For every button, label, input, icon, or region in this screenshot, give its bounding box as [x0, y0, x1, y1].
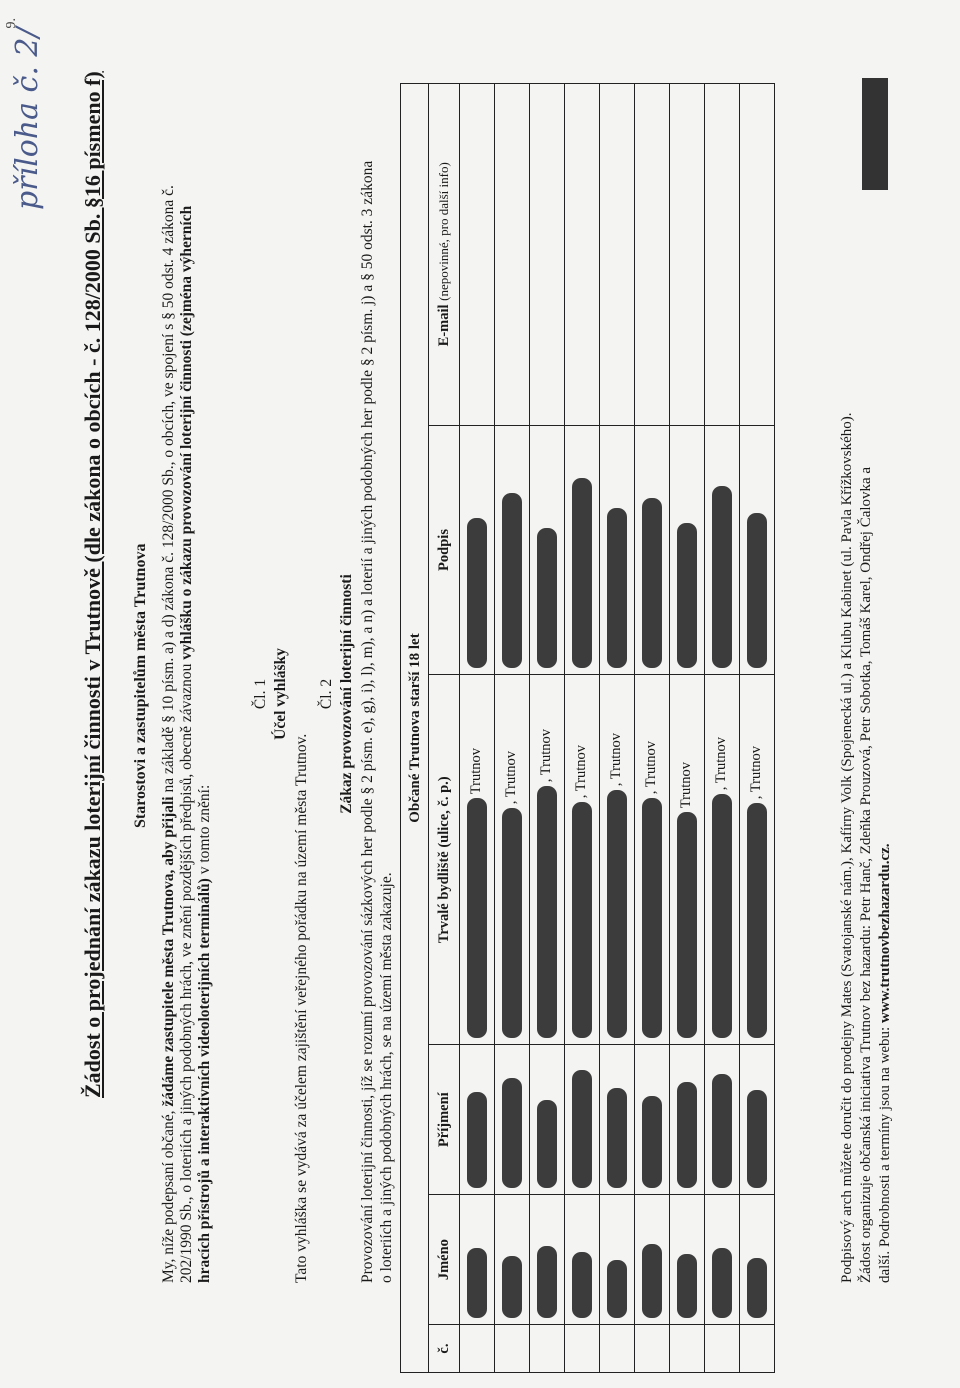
address-cell — [635, 675, 670, 1045]
redacted-first-name — [467, 1248, 487, 1318]
redacted-address — [747, 803, 767, 1038]
row-number-cell — [460, 1325, 495, 1373]
redacted-first-name — [502, 1256, 522, 1318]
signature-cell — [460, 425, 495, 675]
last-name-cell — [670, 1045, 705, 1195]
redacted-address — [467, 798, 487, 1038]
last-name-cell — [460, 1045, 495, 1195]
article-1-number: Čl. 1 — [252, 678, 269, 710]
email-cell — [460, 84, 495, 426]
signature-cell — [600, 425, 635, 675]
redacted-last-name — [467, 1092, 487, 1188]
last-name-cell — [740, 1045, 775, 1195]
first-name-cell — [635, 1195, 670, 1325]
first-name-cell — [670, 1195, 705, 1325]
address-city: , Trutnov — [643, 741, 660, 795]
redacted-signature — [537, 528, 557, 668]
address-city: , Trutnov — [538, 729, 555, 783]
header-email-note: (nepovinné, pro další info) — [435, 162, 451, 301]
first-name-cell — [705, 1195, 740, 1325]
redacted-signature — [747, 513, 767, 668]
footer-line-1: Podpisový arch můžete doručit do prodejny Mates (Svatojanské nám.), Kafírny Volk (Spojenecká ul.) a Klubu Kabinet (ul. Pavla Křížkovského). — [839, 412, 855, 1283]
address-cell — [495, 675, 530, 1045]
table-row — [460, 84, 495, 1373]
header-last-name: Příjmení — [429, 1045, 460, 1195]
address-cell — [740, 675, 775, 1045]
last-name-cell — [495, 1045, 530, 1195]
table-row — [530, 84, 565, 1373]
email-cell — [495, 84, 530, 426]
address-cell — [530, 675, 565, 1045]
table-row — [670, 84, 705, 1373]
address-city: , Trutnov — [573, 745, 590, 799]
table-row — [635, 84, 670, 1373]
address-city: , Trutnov — [713, 737, 730, 791]
email-cell — [705, 84, 740, 426]
footer-line-3 — [876, 73, 895, 1283]
row-number-cell — [495, 1325, 530, 1373]
address-cell — [600, 675, 635, 1045]
website-link: www.trutnovbezhazardu.cz. — [877, 843, 893, 1024]
last-name-cell — [705, 1045, 740, 1195]
row-number-cell — [635, 1325, 670, 1373]
address-city: Trutnov — [468, 747, 485, 795]
document-title: Žádost o projednání zákazu loterijní činnosti v Trutnově (dle zákona o obcích - č. 128/2000 Sb. §16 písmeno f) — [80, 71, 105, 1098]
intro-bold-2: vyhlášku o zákazu provozování loterijní činnosti (zejména výherních hracích přístrojů a interaktivních videoloterijních terminálů) — [178, 205, 213, 1283]
signature-table — [428, 83, 775, 1373]
table-caption: Občané Trutnova starší 18 let — [400, 83, 428, 1373]
row-number-cell — [705, 1325, 740, 1373]
table-header-row — [429, 84, 460, 1373]
redacted-first-name — [537, 1246, 557, 1318]
redacted-address — [502, 808, 522, 1038]
redacted-last-name — [747, 1090, 767, 1188]
footer-line-2: Žádost organizuje občanská iniciativa Trutnov bez hazardu: Petr Hanč, Zdeňka Prouzová, Petr Sobotka, Tomáš Karel, Ondřej Čalovka a — [858, 466, 874, 1283]
first-name-cell — [740, 1195, 775, 1325]
header-email — [429, 84, 460, 426]
row-number-cell — [530, 1325, 565, 1373]
redacted-signature — [677, 523, 697, 668]
redacted-signature — [467, 518, 487, 668]
redacted-address — [572, 802, 592, 1038]
article-2-heading: Zákaz provozování loterijní činnosti — [338, 574, 355, 814]
email-cell — [530, 84, 565, 426]
row-number-cell — [600, 1325, 635, 1373]
first-name-cell — [530, 1195, 565, 1325]
last-name-cell — [530, 1045, 565, 1195]
redacted-first-name — [747, 1258, 767, 1318]
signature-cell — [495, 425, 530, 675]
redaction-mark — [862, 78, 888, 190]
first-name-cell — [600, 1195, 635, 1325]
signature-cell — [740, 425, 775, 675]
last-name-cell — [600, 1045, 635, 1195]
header-signature: Podpis — [429, 425, 460, 675]
handwritten-annotation: příloha č. 2/ — [10, 27, 45, 210]
redacted-signature — [712, 486, 732, 668]
last-name-cell — [635, 1045, 670, 1195]
email-cell — [600, 84, 635, 426]
table-row — [600, 84, 635, 1373]
footer-line-3-text: další. Podrobnosti a termíny jsou na webu: — [877, 1023, 893, 1283]
article-1-text: Tato vyhláška se vydává za účelem zajištění veřejného pořádku na území města Trutnov. — [293, 733, 310, 1283]
first-name-cell — [495, 1195, 530, 1325]
redacted-address — [642, 798, 662, 1038]
table-row — [565, 84, 600, 1373]
header-email-label: E-mail — [435, 304, 452, 347]
header-number: č. — [429, 1325, 460, 1373]
row-number-cell — [565, 1325, 600, 1373]
redacted-signature — [572, 478, 592, 668]
intro-text-1: My, níže podepsaní občané, — [160, 1106, 177, 1283]
redacted-last-name — [572, 1070, 592, 1188]
last-name-cell — [565, 1045, 600, 1195]
article-1-heading: Účel vyhlášky — [272, 648, 289, 740]
email-cell — [635, 84, 670, 426]
address-cell — [705, 675, 740, 1045]
first-name-cell — [565, 1195, 600, 1325]
signature-cell — [670, 425, 705, 675]
redacted-last-name — [677, 1082, 697, 1188]
redacted-first-name — [607, 1260, 627, 1318]
signature-cell — [705, 425, 740, 675]
intro-text-3: v tomto znění: — [196, 784, 213, 879]
redacted-signature — [502, 493, 522, 668]
address-city: Trutnov — [678, 761, 695, 809]
redacted-last-name — [712, 1074, 732, 1188]
address-city: , Trutnov — [608, 733, 625, 787]
email-cell — [670, 84, 705, 426]
redacted-last-name — [642, 1096, 662, 1188]
address-cell — [670, 675, 705, 1045]
addressee: Starostovi a zastupitelům města Trutnova — [132, 543, 149, 828]
redacted-address — [712, 794, 732, 1038]
redacted-address — [537, 786, 557, 1038]
redacted-address — [677, 812, 697, 1038]
table-row — [495, 84, 530, 1373]
signature-cell — [530, 425, 565, 675]
address-city: , Trutnov — [748, 746, 765, 800]
intro-paragraph — [160, 153, 214, 1283]
address-city: , Trutnov — [503, 751, 520, 805]
redacted-signature — [607, 508, 627, 668]
intro-text-2: na základě § 10 písm. a) a d) zákona č. 128/2000 Sb., o obcích, ve spojení s § 50 odst. 4 zákona č. 202/1990 Sb., o loteriích a jiných podobných hrách, ve znění pozdějších předpisů, obecně závaznou — [160, 185, 195, 1283]
email-cell — [740, 84, 775, 426]
signature-cell — [565, 425, 600, 675]
redacted-last-name — [502, 1078, 522, 1188]
signature-cell — [635, 425, 670, 675]
row-number-cell — [740, 1325, 775, 1373]
redacted-first-name — [642, 1244, 662, 1318]
address-cell — [460, 675, 495, 1045]
email-cell — [565, 84, 600, 426]
redacted-address — [607, 790, 627, 1038]
redacted-first-name — [712, 1248, 732, 1318]
header-address: Trvalé bydliště (ulice, č. p.) — [429, 675, 460, 1045]
table-row — [705, 84, 740, 1373]
redacted-last-name — [537, 1100, 557, 1188]
article-2-text: Provozování loterijní činnosti, jíž se rozumí provozování sázkových her podle § 2 písm. e), g), i), l), m), a n) a loterií a jiných podobných her podle § 2 písm. j) a § 50 odst. 3 zákona o loteriích a jiných podobných hrách, se na území města zakazuje. — [359, 160, 395, 1283]
header-first-name: Jméno — [429, 1195, 460, 1325]
redacted-first-name — [572, 1252, 592, 1318]
first-name-cell — [460, 1195, 495, 1325]
page-number: 9. — [4, 18, 19, 29]
redacted-last-name — [607, 1088, 627, 1188]
row-number-cell — [670, 1325, 705, 1373]
article-2-number: Čl. 2 — [318, 678, 335, 710]
address-cell — [565, 675, 600, 1045]
intro-bold-1: žádáme zastupitele města Trutnova, aby přijali — [160, 796, 177, 1107]
footer-notes — [838, 73, 895, 1283]
table-row — [740, 84, 775, 1373]
redacted-signature — [642, 498, 662, 668]
redacted-first-name — [677, 1254, 697, 1318]
